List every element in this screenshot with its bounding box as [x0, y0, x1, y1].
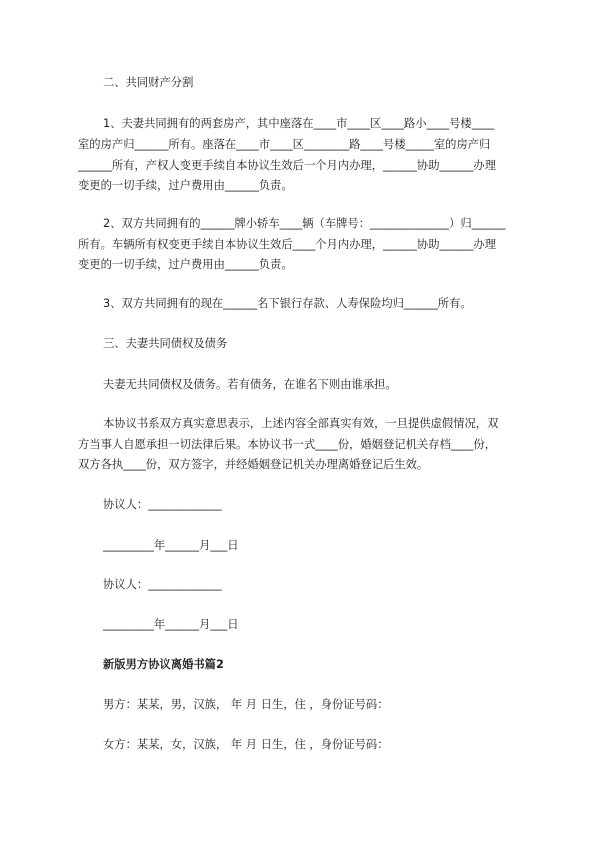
paragraph-line: 变更的一切手续，过户费用由______负责。	[78, 258, 293, 271]
section-title: 新版男方协议离婚书篇2	[103, 658, 224, 671]
paragraph-line: ______所有，产权人变更手续自本协议生效后一个月内办理，______协助______办理	[78, 159, 496, 172]
paragraph-line: 变更的一切手续，过户费用由______负责。	[78, 179, 293, 192]
male-party-line: 男方：某某，男，汉族， 年 月 日生，住 ，身份证号码：	[103, 698, 389, 711]
paragraph-line: 本协议书系双方真实意思表示，上述内容全部真实有效，一旦提供虚假情况，双	[103, 417, 499, 430]
paragraph-line: 2、双方共同拥有的______牌小轿车____辆（车牌号：______________）归______	[103, 217, 506, 230]
paragraph-line: 3、双方共同拥有的现在______名下银行存款、人寿保险均归______所有。	[103, 297, 472, 310]
paragraph-line: 1、夫妻共同拥有的两套房产，其中座落在____市____区____路小____号楼____	[103, 117, 495, 130]
signer-line: 协议人：_____________	[103, 498, 222, 511]
paragraph-line: 夫妻无共同债权及债务。若有债务，在谁名下则由谁承担。	[103, 378, 397, 391]
female-party-line: 女方：某某，女，汉族， 年 月 日生，住 ，身份证号码：	[103, 738, 389, 751]
section-heading-property: 二、共同财产分割	[103, 76, 194, 89]
section-heading-debts: 三、夫妻共同债权及债务	[103, 337, 228, 350]
paragraph-line: 室的房产归______所有。座落在____市____区________路____号楼_____室的房产归	[78, 138, 491, 151]
paragraph-line: 所有。车辆所有权变更手续自本协议生效后____个月内办理，______协助______办理	[78, 238, 496, 251]
date-line: _________年______月___日	[103, 539, 239, 552]
paragraph-line: 方当事人自愿承担一切法律后果。本协议书一式____份，婚姻登记机关存档____份，	[78, 438, 496, 451]
paragraph-line: 双方各执____份，双方签字，并经婚姻登记机关办理离婚登记后生效。	[78, 458, 429, 471]
date-line: _________年______月___日	[103, 618, 239, 631]
signer-line: 协议人：_____________	[103, 578, 222, 591]
